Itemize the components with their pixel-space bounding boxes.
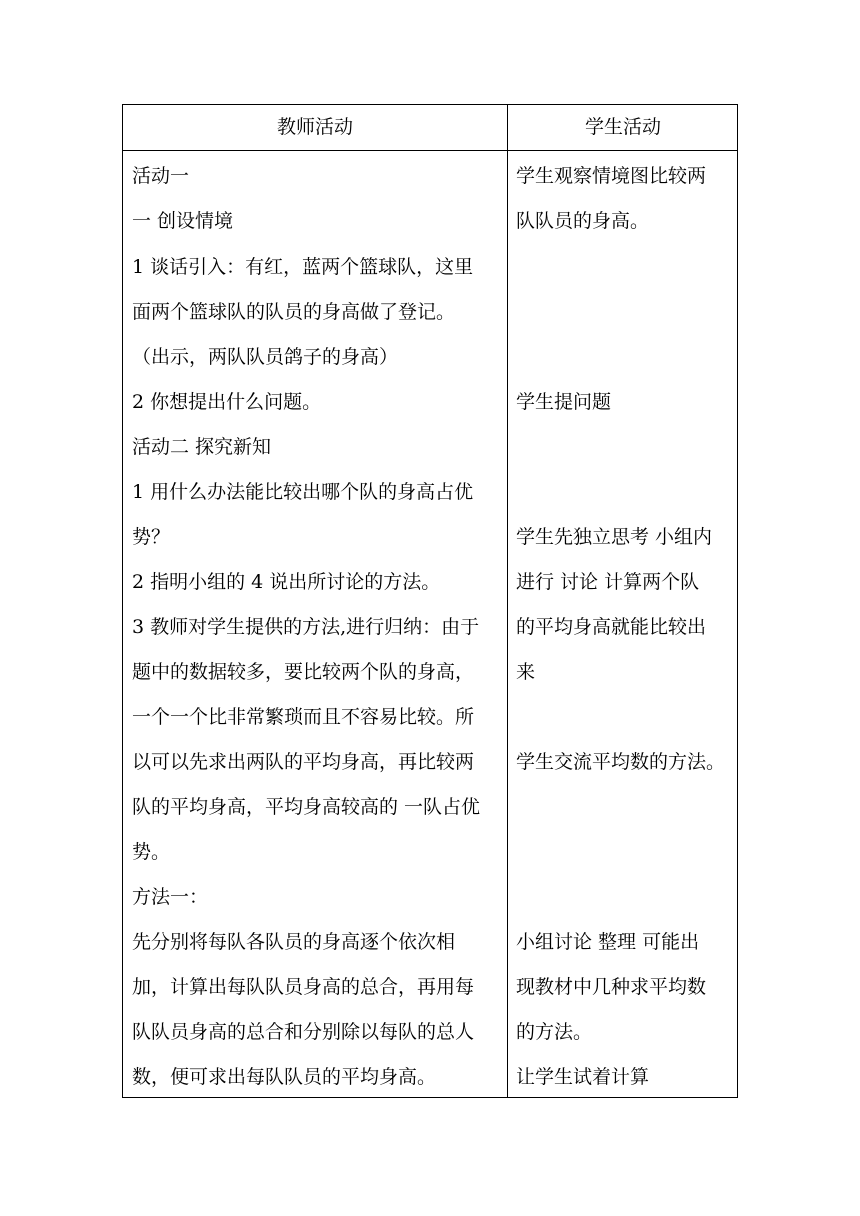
teacher-line: 队队员身高的总合和分别除以每队的总人 (132, 1021, 475, 1043)
student-line: 让学生试着计算 (516, 1066, 650, 1088)
teacher-line: 一个一个比非常繁琐而且不容易比较。所 (132, 706, 475, 728)
lesson-plan-table (122, 104, 738, 1098)
teacher-line: 面两个篮球队的队员的身高做了登记。 (132, 301, 456, 323)
student-line: 学生提问题 (516, 391, 612, 413)
student-line: 学生先独立思考 小组内 (516, 526, 713, 548)
teacher-line: 1 用什么办法能比较出哪个队的身高占优 (132, 481, 474, 503)
student-line: 的平均身高就能比较出 (516, 616, 707, 638)
student-line: 学生交流平均数的方法。 (516, 751, 726, 773)
student-line: 的方法。 (516, 1021, 593, 1043)
student-line: 来 (516, 661, 536, 683)
teacher-line: 题中的数据较多，要比较两个队的身高， (132, 661, 475, 683)
teacher-line: 队的平均身高，平均身高较高的 一队占优 (132, 796, 481, 818)
teacher-line: 加，计算出每队队员身高的总合，再用每 (132, 976, 475, 998)
teacher-line: 势。 (132, 841, 171, 863)
student-activity-header: 学生活动 (584, 116, 661, 138)
teacher-line: 2 指明小组的 4 说出所讨论的方法。 (132, 571, 441, 593)
student-line: 学生观察情境图比较两 (516, 165, 707, 187)
teacher-line: 活动二 探究新知 (132, 436, 272, 458)
teacher-line: 以可以先求出两队的平均身高，再比较两 (132, 751, 475, 773)
teacher-line: 一 创设情境 (132, 210, 234, 232)
student-line: 队队员的身高。 (516, 210, 650, 232)
student-line: 进行 讨论 计算两个队 (516, 571, 700, 593)
teacher-line: 2 你想提出什么问题。 (132, 391, 322, 413)
table-header-row (123, 105, 737, 151)
teacher-line: 势？ (132, 526, 171, 548)
teacher-line: 活动一 (132, 165, 190, 187)
teacher-line: 1 谈话引入：有红，蓝两个篮球队，这里 (132, 256, 474, 278)
teacher-line: （出示，两队队员鸽子的身高） (132, 346, 399, 368)
student-line: 小组讨论 整理 可能出 (516, 931, 700, 953)
teacher-line: 先分别将每队各队员的身高逐个依次相 (132, 931, 456, 953)
teacher-line: 3 教师对学生提供的方法,进行归纳：由于 (132, 616, 480, 638)
teacher-line: 数，便可求出每队队员的平均身高。 (132, 1066, 437, 1088)
student-line: 现教材中几种求平均数 (516, 976, 707, 998)
teacher-line: 方法一： (132, 886, 209, 908)
column-divider (507, 105, 508, 1097)
teacher-activity-header: 教师活动 (276, 116, 353, 138)
